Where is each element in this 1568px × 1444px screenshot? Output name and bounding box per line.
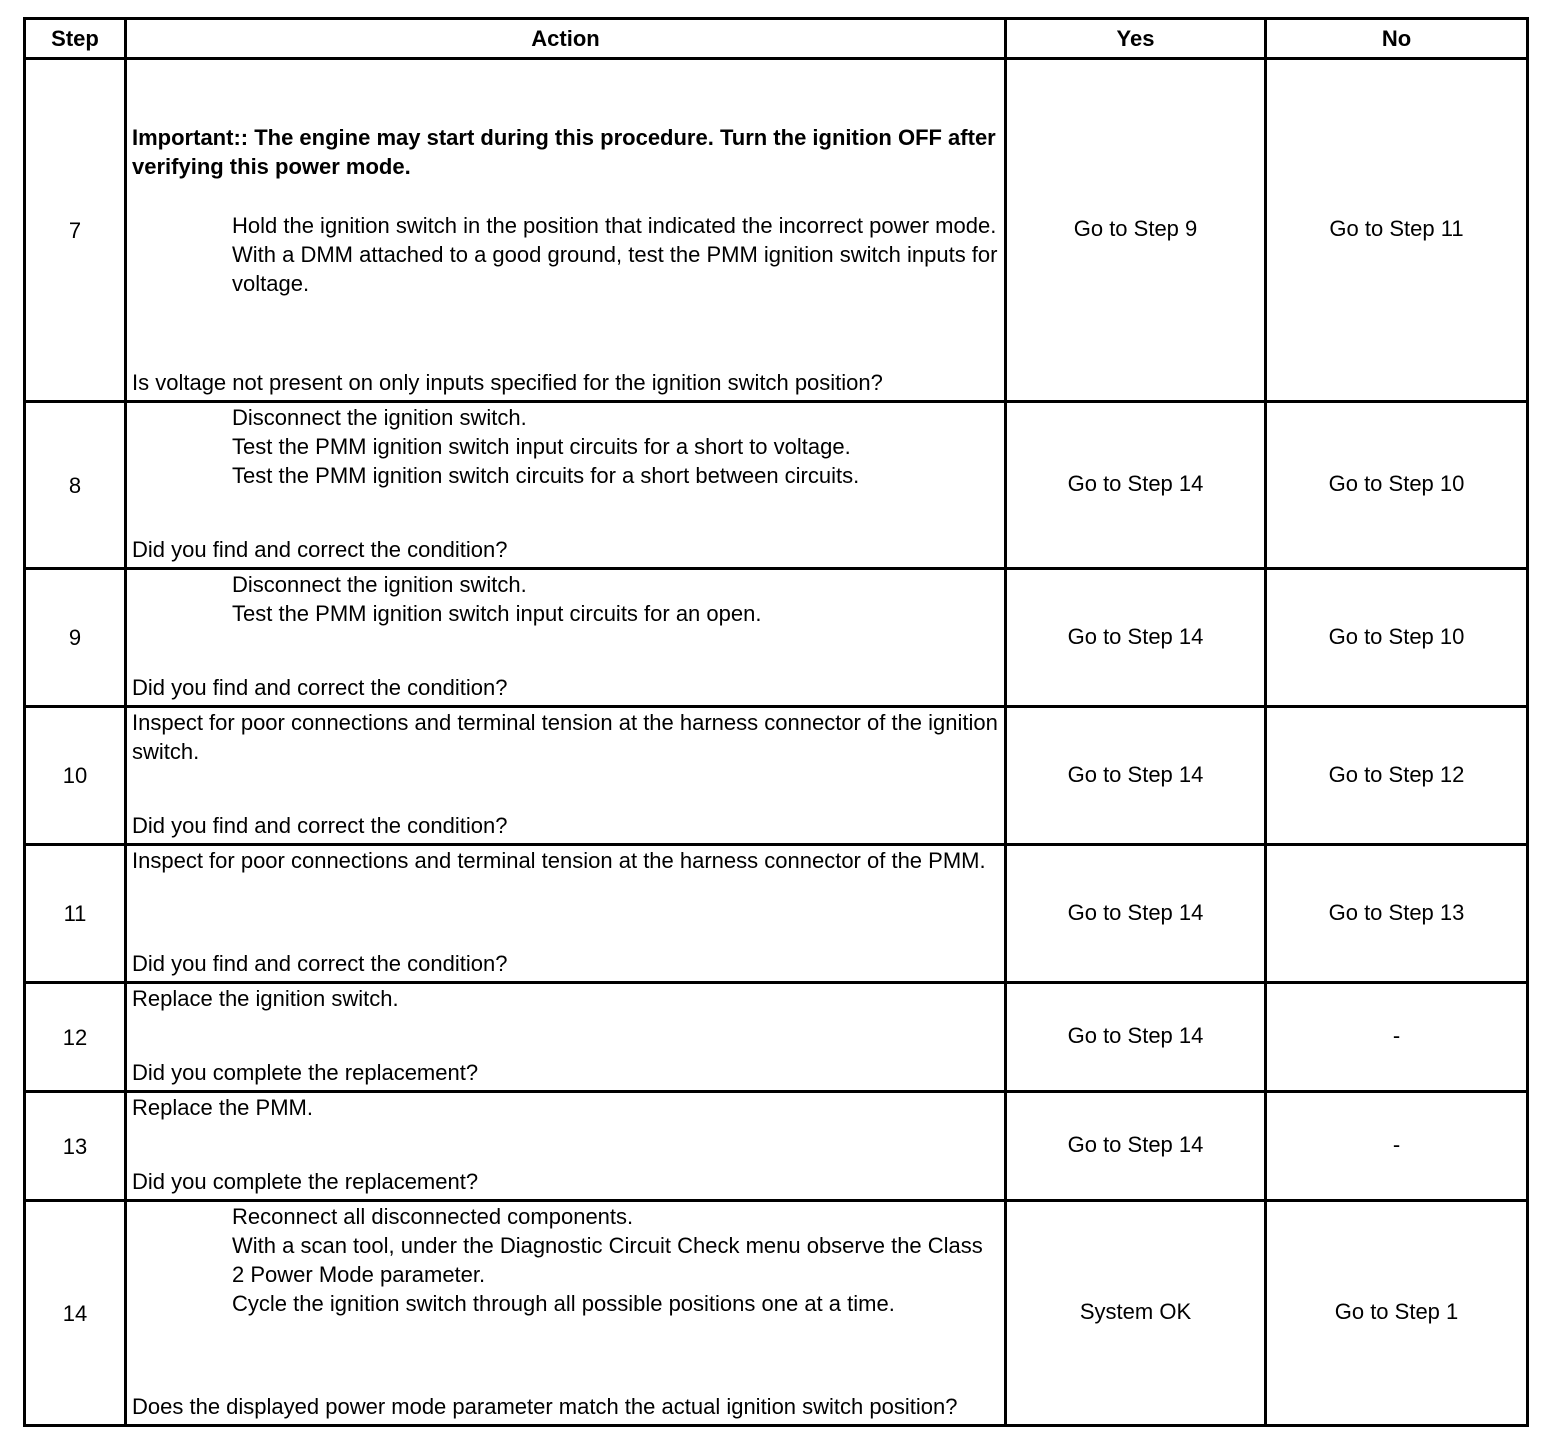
diagnostic-table xyxy=(23,17,1529,1427)
action-cell xyxy=(126,402,1006,569)
important-note: Important:: The engine may start during this procedure. Turn the ignition OFF after verifying this power mode. xyxy=(132,124,996,179)
header-no: No xyxy=(1266,19,1528,59)
table-row xyxy=(25,845,1528,983)
header-yes: Yes xyxy=(1006,19,1266,59)
list-item: Reconnect all disconnected components. xyxy=(232,1204,634,1229)
no-cell: Go to Step 10 xyxy=(1266,402,1528,569)
table-row xyxy=(25,1201,1528,1426)
list-item: Test the PMM ignition switch input circuits for an open. xyxy=(232,601,762,626)
action-cell xyxy=(126,845,1006,983)
list-item: Disconnect the ignition switch. xyxy=(232,572,527,597)
question-text: Did you find and correct the condition? xyxy=(132,951,508,976)
action-text: Replace the PMM. xyxy=(132,1095,313,1120)
yes-cell: Go to Step 14 xyxy=(1006,707,1266,845)
table-row xyxy=(25,569,1528,707)
table-row xyxy=(25,1092,1528,1201)
question-text: Did you find and correct the condition? xyxy=(132,813,508,838)
header-action: Action xyxy=(126,19,1006,59)
header-row xyxy=(25,19,1528,59)
action-cell xyxy=(126,569,1006,707)
list-item: Disconnect the ignition switch. xyxy=(232,405,527,430)
step-number: 12 xyxy=(25,983,126,1092)
list-item: Cycle the ignition switch through all possible positions one at a time. xyxy=(232,1291,895,1316)
step-number: 8 xyxy=(25,402,126,569)
action-text: Inspect for poor connections and terminal tension at the harness connector of the ignition switch. xyxy=(132,710,998,764)
action-cell xyxy=(126,707,1006,845)
question-text: Did you find and correct the condition? xyxy=(132,675,508,700)
action-text: Inspect for poor connections and terminal tension at the harness connector of the PMM. xyxy=(132,848,986,873)
table-row xyxy=(25,707,1528,845)
step-number: 11 xyxy=(25,845,126,983)
table-row xyxy=(25,402,1528,569)
list-item: With a scan tool, under the Diagnostic Circuit Check menu observe the Class 2 Power Mode parameter. xyxy=(232,1233,983,1287)
table-row xyxy=(25,983,1528,1092)
header-step: Step xyxy=(25,19,126,59)
no-cell: Go to Step 11 xyxy=(1266,59,1528,402)
list-item: With a DMM attached to a good ground, test the PMM ignition switch inputs for voltage. xyxy=(232,241,998,296)
question-text: Does the displayed power mode parameter match the actual ignition switch position? xyxy=(132,1394,958,1419)
list-item: Hold the ignition switch in the position that indicated the incorrect power mode. xyxy=(232,212,997,238)
action-cell xyxy=(126,1092,1006,1201)
action-text: Replace the ignition switch. xyxy=(132,986,399,1011)
question-text: Did you complete the replacement? xyxy=(132,1060,479,1085)
yes-cell: System OK xyxy=(1006,1201,1266,1426)
yes-cell: Go to Step 14 xyxy=(1006,402,1266,569)
yes-cell: Go to Step 14 xyxy=(1006,845,1266,983)
list-item: Test the PMM ignition switch input circuits for a short to voltage. xyxy=(232,434,851,459)
no-cell: Go to Step 12 xyxy=(1266,707,1528,845)
action-cell xyxy=(126,1201,1006,1426)
question-text: Did you find and correct the condition? xyxy=(132,537,508,562)
no-cell: Go to Step 13 xyxy=(1266,845,1528,983)
question-text: Is voltage not present on only inputs specified for the ignition switch position? xyxy=(132,370,883,395)
yes-cell: Go to Step 14 xyxy=(1006,1092,1266,1201)
yes-cell: Go to Step 14 xyxy=(1006,569,1266,707)
question-text: Did you complete the replacement? xyxy=(132,1169,479,1194)
no-cell: Go to Step 1 xyxy=(1266,1201,1528,1426)
yes-cell: Go to Step 14 xyxy=(1006,983,1266,1092)
step-number: 13 xyxy=(25,1092,126,1201)
action-cell xyxy=(126,983,1006,1092)
no-cell: Go to Step 10 xyxy=(1266,569,1528,707)
table-row xyxy=(25,59,1528,402)
step-number: 9 xyxy=(25,569,126,707)
no-cell: - xyxy=(1266,983,1528,1092)
step-number: 14 xyxy=(25,1201,126,1426)
action-cell xyxy=(126,59,1006,402)
list-item: Test the PMM ignition switch circuits for a short between circuits. xyxy=(232,463,860,488)
no-cell: - xyxy=(1266,1092,1528,1201)
step-number: 7 xyxy=(25,59,126,402)
yes-cell: Go to Step 9 xyxy=(1006,59,1266,402)
step-number: 10 xyxy=(25,707,126,845)
